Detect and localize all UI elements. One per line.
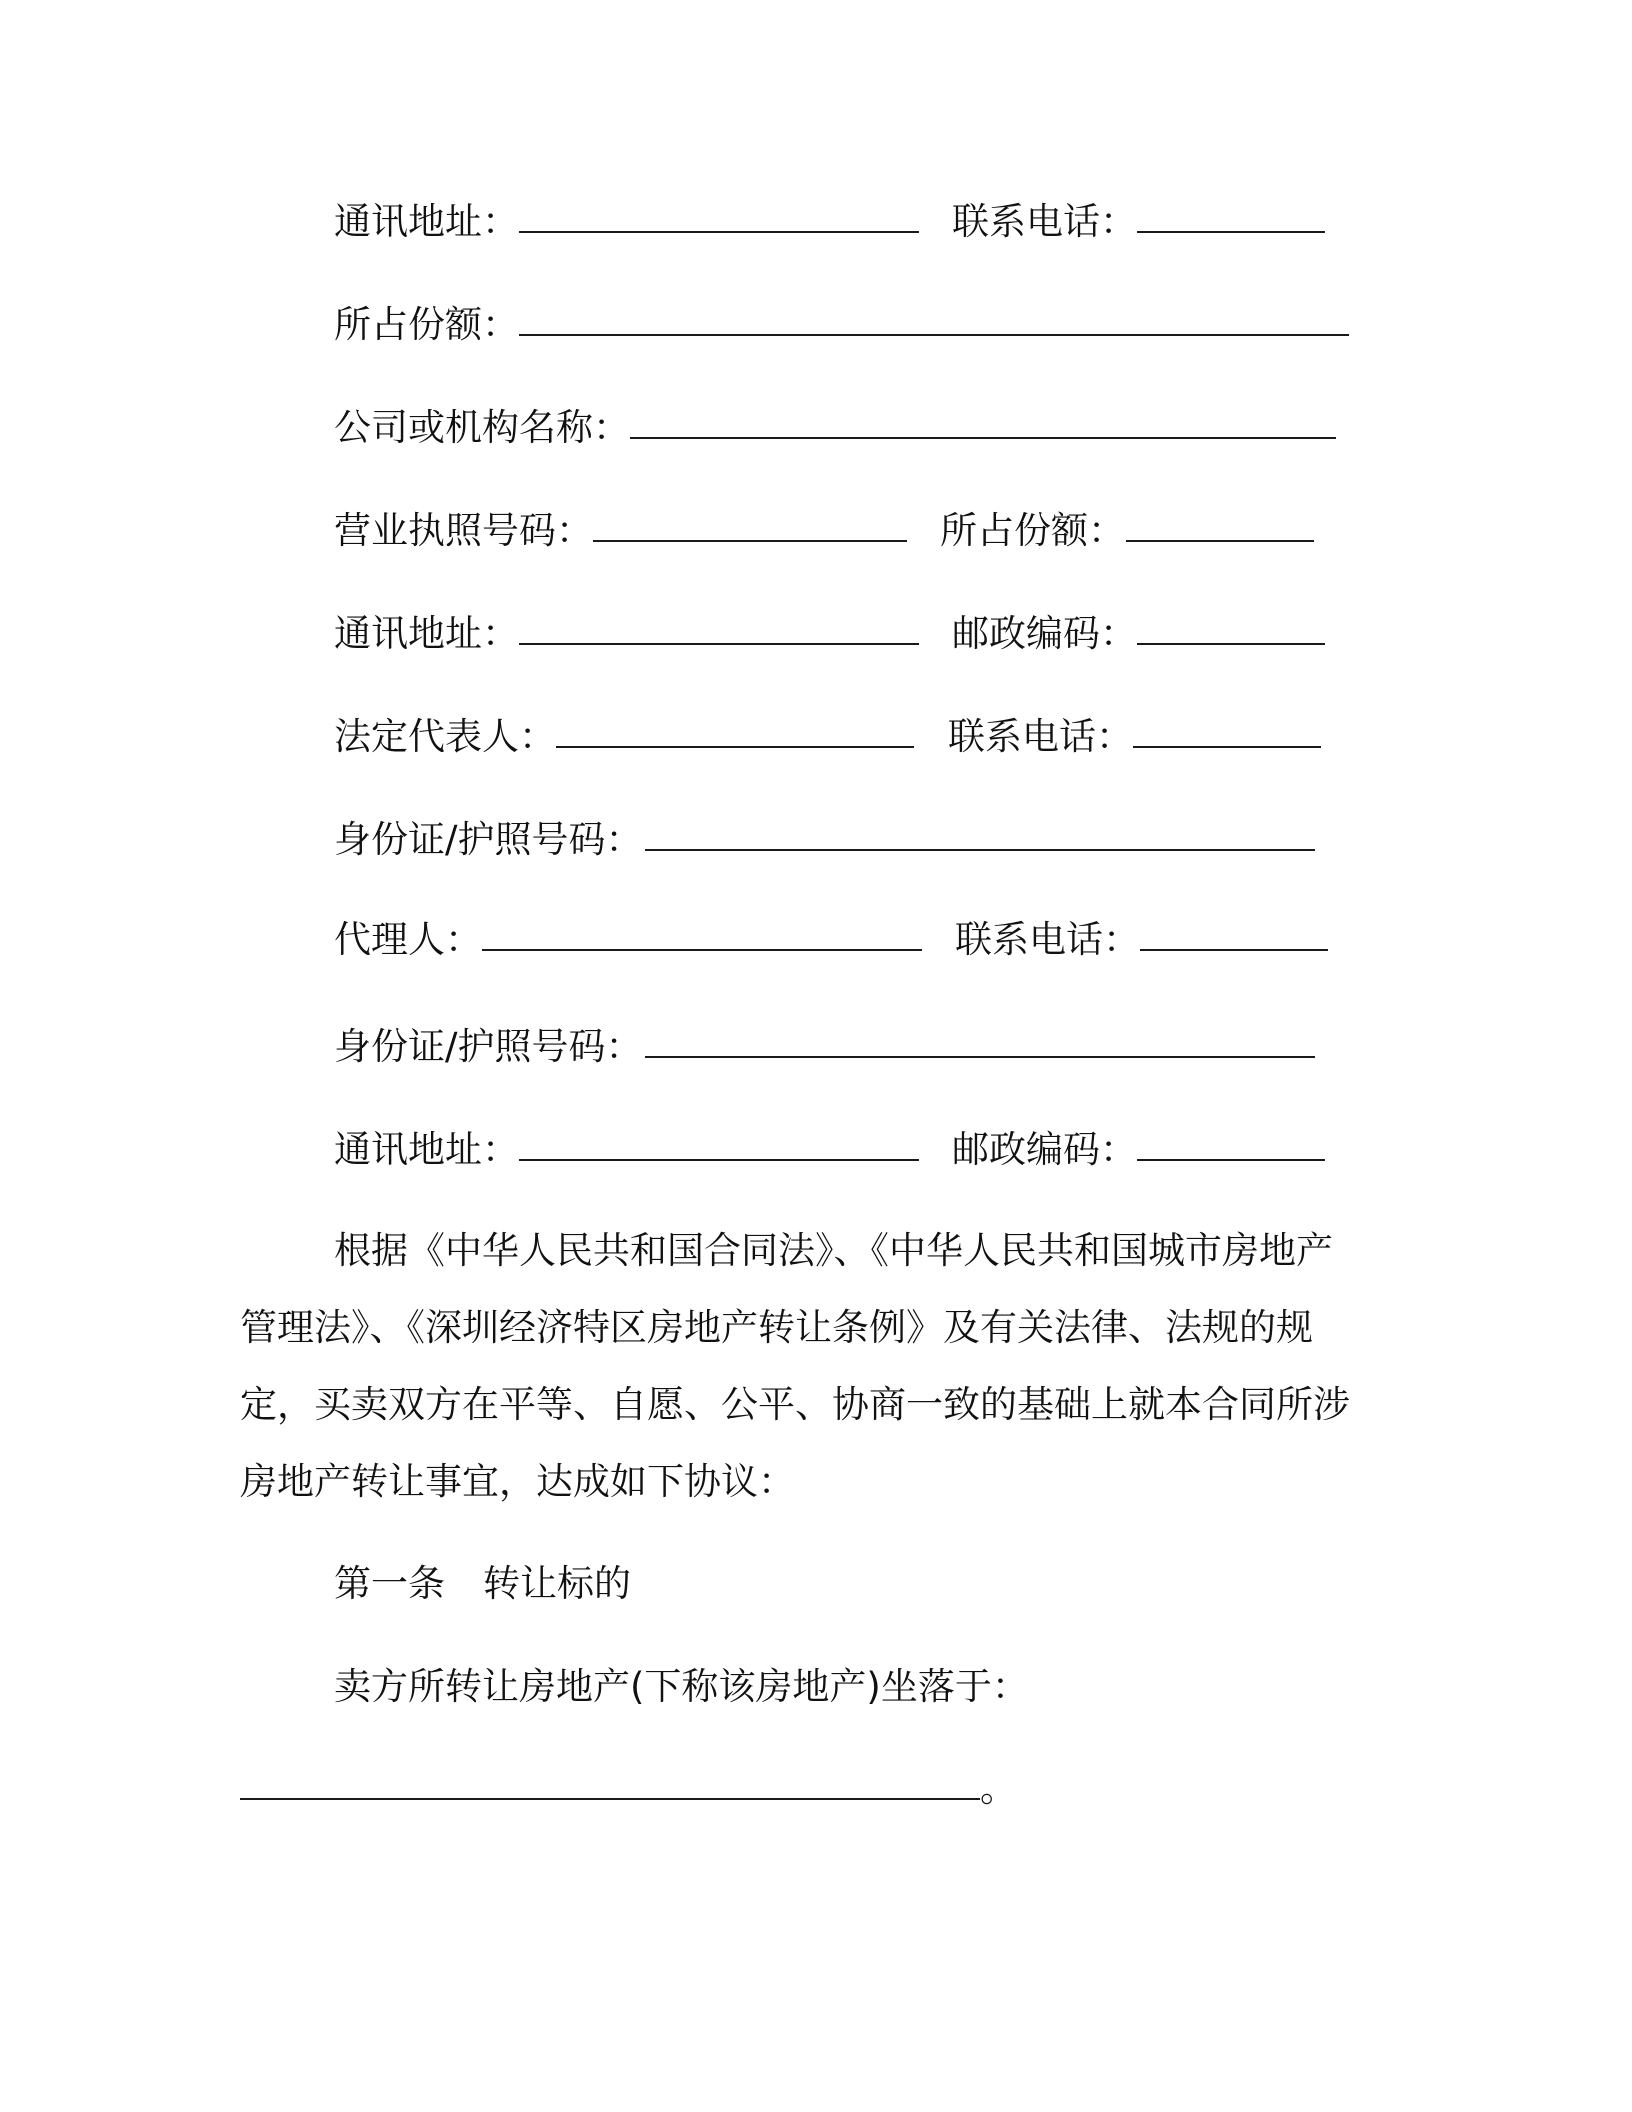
postcode-blank-2[interactable] xyxy=(1137,1159,1325,1161)
postcode-blank[interactable] xyxy=(1137,643,1325,645)
field-row-share xyxy=(334,300,1364,350)
preamble-line-1: 根据《中华人民共和国合同法》、《中华人民共和国城市房地产 xyxy=(334,1229,1333,1272)
preamble-paragraph xyxy=(240,1212,1390,1532)
preamble-line-4: 房地产转让事宜，达成如下协议： xyxy=(240,1460,795,1503)
article-1-number: 第一条 xyxy=(334,1562,445,1605)
id-passport-blank[interactable] xyxy=(645,849,1315,851)
id-passport-label: 身份证/护照号码： xyxy=(334,818,643,861)
phone-label-2: 联系电话： xyxy=(948,715,1133,758)
phone-blank[interactable] xyxy=(1137,231,1325,233)
address-blank-3[interactable] xyxy=(519,1159,919,1161)
postcode-label-2: 邮政编码： xyxy=(952,1128,1137,1171)
field-row-id-passport-2 xyxy=(334,1022,1364,1072)
phone-blank-2[interactable] xyxy=(1133,746,1321,748)
article-1-title: 转让标的 xyxy=(483,1562,631,1605)
address-label: 通讯地址： xyxy=(334,200,519,243)
share-blank[interactable] xyxy=(519,334,1349,336)
field-row-address-postcode-2 xyxy=(334,1125,1334,1175)
address-label-3: 通讯地址： xyxy=(334,1128,519,1171)
phone-label: 联系电话： xyxy=(952,200,1137,243)
location-end-mark: 。 xyxy=(980,1767,1017,1810)
legal-representative-blank[interactable] xyxy=(556,746,914,748)
share-label: 所占份额： xyxy=(334,303,519,346)
id-passport-blank-2[interactable] xyxy=(645,1056,1315,1058)
field-row-license-share xyxy=(334,506,1334,556)
field-row-company-name xyxy=(334,403,1364,453)
license-number-label: 营业执照号码： xyxy=(334,509,593,552)
agent-label: 代理人： xyxy=(334,918,482,961)
agent-blank[interactable] xyxy=(482,949,922,951)
address-blank[interactable] xyxy=(519,231,919,233)
field-row-id-passport xyxy=(334,815,1364,865)
article-1-heading xyxy=(334,1559,631,1609)
location-statement: 卖方所转让房地产(下称该房地产)坐落于： xyxy=(334,1665,1029,1708)
location-blank[interactable] xyxy=(240,1798,980,1800)
license-number-blank[interactable] xyxy=(593,540,907,542)
postcode-label: 邮政编码： xyxy=(952,612,1137,655)
address-blank-2[interactable] xyxy=(519,643,919,645)
field-row-address-postcode xyxy=(334,609,1334,659)
field-row-address-phone xyxy=(334,197,1334,247)
company-name-blank[interactable] xyxy=(630,437,1336,439)
company-name-label: 公司或机构名称： xyxy=(334,406,630,449)
phone-label-3: 联系电话： xyxy=(955,918,1140,961)
address-label-2: 通讯地址： xyxy=(334,612,519,655)
id-passport-label-2: 身份证/护照号码： xyxy=(334,1025,643,1068)
share-blank-2[interactable] xyxy=(1126,540,1314,542)
field-row-agent-phone xyxy=(334,915,1334,965)
location-row xyxy=(240,1764,1040,1814)
field-row-legal-rep-phone xyxy=(334,712,1334,762)
phone-blank-3[interactable] xyxy=(1140,949,1328,951)
share-label-2: 所占份额： xyxy=(940,509,1125,552)
legal-representative-label: 法定代表人： xyxy=(334,715,556,758)
preamble-line-2: 管理法》、《深圳经济特区房地产转让条例》及有关法律、法规的规 xyxy=(240,1306,1313,1349)
preamble-line-3: 定，买卖双方在平等、自愿、公平、协商一致的基础上就本合同所涉 xyxy=(240,1383,1350,1426)
